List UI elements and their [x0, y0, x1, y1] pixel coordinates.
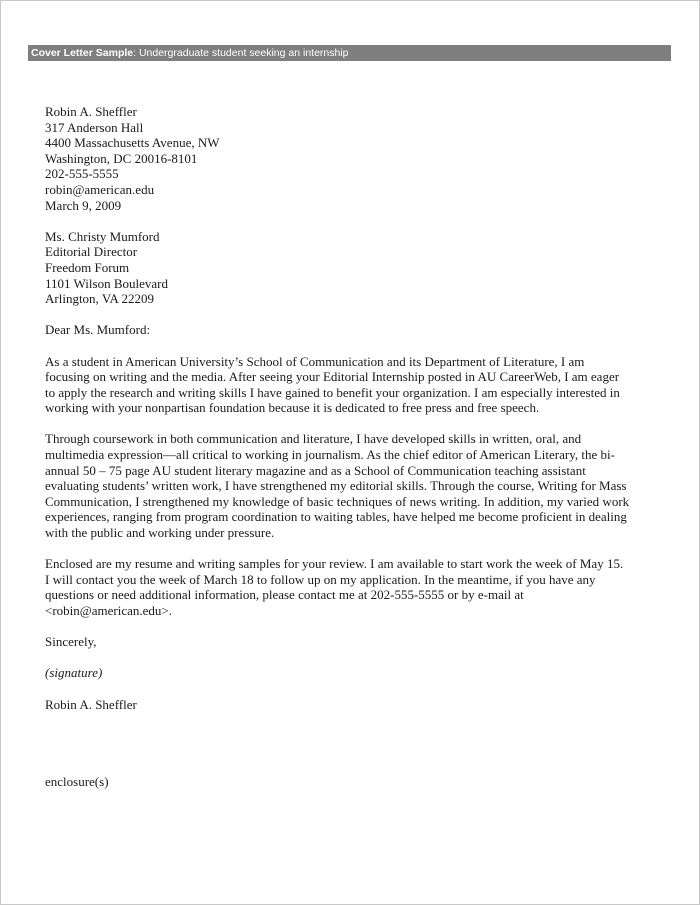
recipient-address: [45, 229, 670, 307]
paragraph-3: [45, 556, 670, 618]
recipient-city: Arlington, VA 22209: [45, 291, 154, 307]
salutation: Dear Ms. Mumford:: [45, 322, 151, 338]
paragraph-line: questions or need additional information, please contact me at 202-555-5555 or by e-mail at: [45, 587, 524, 603]
paragraph-line: Enclosed are my resume and writing samples for your review. I am available to start work the week of May 15.: [45, 556, 624, 572]
paragraph-line: evaluating students’ written work, I have strengthened my editorial skills. Through the course, Writing for Mass: [45, 478, 627, 494]
recipient-street: 1101 Wilson Boulevard: [45, 275, 168, 291]
recipient-title: Editorial Director: [45, 244, 138, 260]
banner-label: Cover Letter Sample: [31, 47, 134, 59]
paragraph-line: focusing on writing and the media. After seeing your Editorial Internship posted in AU CareerWeb, I am eager: [45, 369, 620, 385]
sender-email: robin@american.edu: [45, 181, 155, 197]
header-banner: [28, 45, 671, 61]
paragraph-line: working with your nonpartisan foundation because it is dedicated to free press and free speech.: [45, 400, 540, 416]
paragraph-line: Through coursework in both communication and literature, I have developed skills in written, oral, and: [45, 431, 582, 447]
sender-name: Robin A. Sheffler: [45, 104, 137, 119]
sender-street-2: 4400 Massachusetts Avenue, NW: [45, 135, 220, 151]
paragraph-line: annual 50 – 75 page AU student literary magazine and as a School of Communication teaching assistant: [45, 462, 586, 478]
closing: Sincerely,: [45, 634, 97, 650]
banner-description: : Undergraduate student seeking an internship: [133, 47, 349, 59]
sender-phone: 202-555-5555: [45, 166, 119, 182]
sender-city: Washington, DC 20016-8101: [45, 150, 198, 166]
signature-placeholder: (signature): [45, 665, 103, 681]
recipient-organization: Freedom Forum: [45, 259, 130, 275]
signer-name: Robin A. Sheffler: [45, 696, 137, 712]
recipient-name: Ms. Christy Mumford: [45, 228, 160, 244]
paragraph-line: <robin@american.edu>.: [45, 603, 172, 618]
paragraph-line: multimedia expression—all critical to working in journalism. As the chief editor of American Literary, the bi-: [45, 447, 615, 463]
paragraph-line: As a student in American University’s School of Communication and its Department of Literature, I am: [45, 353, 585, 369]
paragraph-line: to apply the research and writing skills I have gained to benefit your organization. I am especially interested in: [45, 384, 620, 400]
paragraph-line: experiences, ranging from program coordination to waiting tables, have helped me become proficient in dealing: [45, 509, 627, 525]
sender-address: [45, 104, 670, 213]
paragraph-line: I will contact you the week of March 18 to follow up on my application. In the meantime, if you have any: [45, 571, 596, 587]
paragraph-line: with the public and working under pressure.: [45, 525, 275, 541]
letter-body: [45, 104, 670, 790]
paragraph-line: Communication, I strengthened my knowledge of basic techniques of news writing. In addition, my varied work: [45, 493, 630, 509]
paragraph-2: [45, 431, 670, 540]
letter-date: March 9, 2009: [45, 197, 122, 213]
enclosure-note: enclosure(s): [45, 774, 109, 790]
paragraph-1: [45, 354, 670, 416]
sender-street: 317 Anderson Hall: [45, 119, 144, 135]
